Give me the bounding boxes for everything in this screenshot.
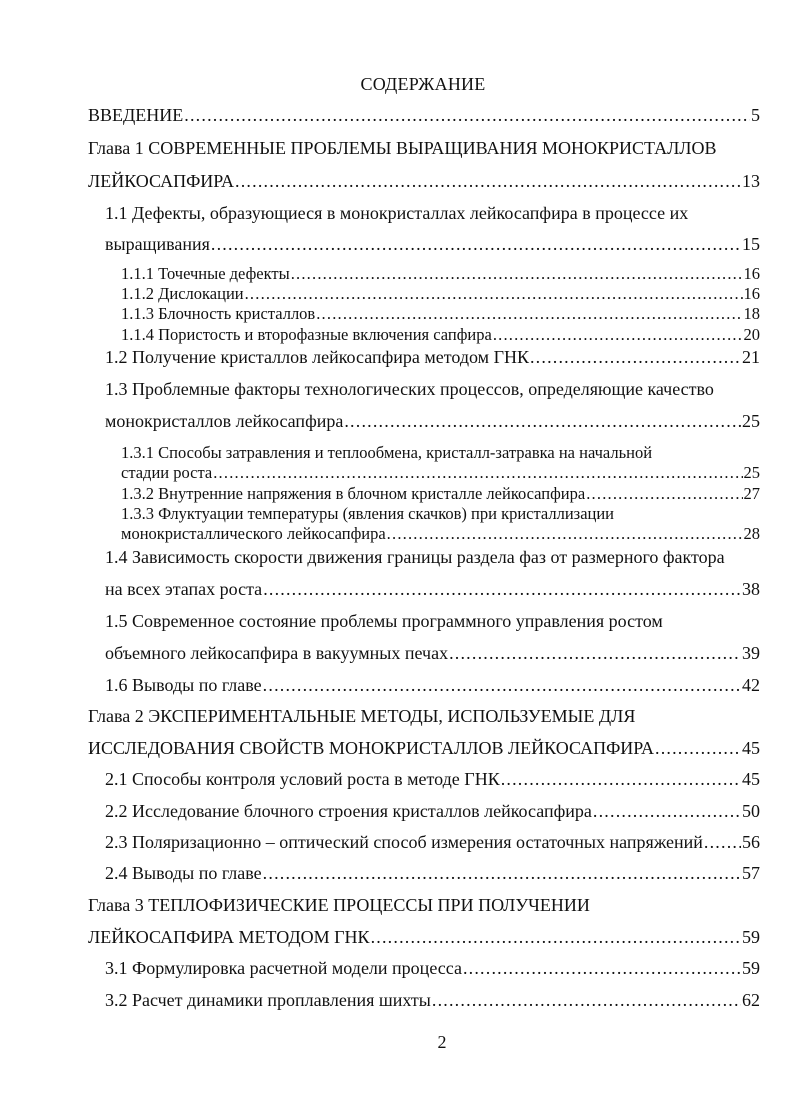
toc-entry-title: ВВЕДЕНИЕ xyxy=(88,105,184,125)
dot-leader xyxy=(593,800,741,822)
toc-entry-title: ЛЕЙКОСАПФИРА МЕТОДОМ ГНК xyxy=(88,927,370,947)
toc-entry xyxy=(105,202,688,224)
toc-entry-page: 59 xyxy=(742,958,760,978)
toc-entry xyxy=(121,264,760,284)
toc-entry xyxy=(121,504,614,524)
toc-entry xyxy=(105,989,760,1011)
toc-entry-title: 1.1.2 Дислокации xyxy=(121,284,244,303)
dot-leader xyxy=(501,768,741,790)
dot-leader xyxy=(493,325,743,345)
toc-entry-page: 39 xyxy=(742,643,760,663)
toc-entry xyxy=(121,463,760,483)
toc-entry xyxy=(105,546,725,568)
toc-entry-page: 56 xyxy=(742,832,760,852)
toc-entry xyxy=(88,104,760,126)
toc-entry-title: 1.6 Выводы по главе xyxy=(105,675,262,695)
toc-entry xyxy=(88,170,760,192)
toc-entry xyxy=(88,705,635,727)
toc-entry-title: 1.3.1 Способы затравления и теплообмена, кристалл-затравка на начальной xyxy=(121,443,653,462)
dot-leader xyxy=(213,463,742,483)
toc-entry-page: 16 xyxy=(743,284,760,303)
dot-leader xyxy=(432,989,741,1011)
dot-leader xyxy=(263,862,741,884)
toc-entry xyxy=(88,894,590,916)
toc-entry-title: монокристаллического лейкосапфира xyxy=(121,524,386,543)
toc-entry xyxy=(105,642,760,664)
toc-entry-title: 2.3 Поляризационно – оптический способ измерения остаточных напряжений xyxy=(105,832,703,852)
dot-leader xyxy=(530,346,741,368)
toc-entry-title: 1.1.3 Блочность кристаллов xyxy=(121,304,316,323)
toc-entry xyxy=(105,674,760,696)
toc-entry-page: 62 xyxy=(742,990,760,1010)
toc-entry-page: 16 xyxy=(743,264,760,283)
dot-leader xyxy=(245,284,743,304)
toc-entry-page: 59 xyxy=(742,927,760,947)
toc-entry-page: 18 xyxy=(743,304,760,323)
toc-entry xyxy=(105,346,760,368)
toc-entry-page: 28 xyxy=(743,524,760,543)
toc-entry-page: 42 xyxy=(742,675,760,695)
toc-entry xyxy=(105,233,760,255)
toc-entry-title: ИССЛЕДОВАНИЯ СВОЙСТВ МОНОКРИСТАЛЛОВ ЛЕЙКОСАПФИРА xyxy=(88,738,654,758)
toc-entry xyxy=(121,325,760,345)
toc-entry xyxy=(88,737,760,759)
toc-entry-title: 2.2 Исследование блочного строения кристаллов лейкосапфира xyxy=(105,801,592,821)
toc-entry xyxy=(105,610,663,632)
toc-entry-title: стадии роста xyxy=(121,463,213,482)
toc-entry-title: Глава 2 ЭКСПЕРИМЕНТАЛЬНЫЕ МЕТОДЫ, ИСПОЛЬЗУЕМЫЕ ДЛЯ xyxy=(88,706,636,726)
toc-entry xyxy=(105,768,760,790)
toc-entry-title: ЛЕЙКОСАПФИРА xyxy=(88,171,235,191)
toc-entry xyxy=(105,862,760,884)
toc-entry-page: 21 xyxy=(742,347,760,367)
toc-entry xyxy=(105,831,760,853)
toc-entry-title: 2.4 Выводы по главе xyxy=(105,863,262,883)
toc-entry-title: 1.2 Получение кристаллов лейкосапфира методом ГНК xyxy=(105,347,529,367)
dot-leader xyxy=(344,410,741,432)
toc-entry-title: 3.1 Формулировка расчетной модели процесса xyxy=(105,958,462,978)
toc-entry-page: 15 xyxy=(742,234,760,254)
toc-entry-title: 1.1.4 Пористость и второфазные включения сапфира xyxy=(121,325,492,344)
toc-entry xyxy=(121,304,760,324)
toc-entry-title: 2.1 Способы контроля условий роста в методе ГНК xyxy=(105,769,500,789)
toc-entry-title: 1.3 Проблемные факторы технологических процессов, определяющие качество xyxy=(105,379,714,399)
toc-entry-page: 57 xyxy=(742,863,760,883)
toc-entry xyxy=(88,926,760,948)
toc-entry-title: 3.2 Расчет динамики проплавления шихты xyxy=(105,990,431,1010)
toc-entry-title: 1.3.2 Внутренние напряжения в блочном кристалле лейкосапфира xyxy=(121,484,586,503)
toc-entry xyxy=(88,137,717,159)
dot-leader xyxy=(263,578,741,600)
page-title: СОДЕРЖАНИЕ xyxy=(360,74,486,94)
toc-entry-page: 45 xyxy=(742,738,760,758)
dot-leader xyxy=(184,104,750,126)
toc-entry-page: 27 xyxy=(743,484,760,503)
dot-leader xyxy=(211,233,741,255)
dot-leader xyxy=(704,831,741,853)
dot-leader xyxy=(291,264,743,284)
toc-entry-title: 1.5 Современное состояние проблемы программного управления ростом xyxy=(105,611,663,631)
toc-entry-title: выращивания xyxy=(105,234,210,254)
toc-entry-page: 5 xyxy=(751,105,760,125)
toc-entry xyxy=(121,524,760,544)
dot-leader xyxy=(586,484,742,504)
toc-entry xyxy=(121,484,760,504)
dot-leader xyxy=(263,674,741,696)
toc-entry-title: Глава 1 СОВРЕМЕННЫЕ ПРОБЛЕМЫ ВЫРАЩИВАНИЯ МОНОКРИСТАЛЛОВ xyxy=(88,138,717,158)
toc-entry-page: 20 xyxy=(743,325,760,344)
toc-entry-title: Глава 3 ТЕПЛОФИЗИЧЕСКИЕ ПРОЦЕССЫ ПРИ ПОЛУЧЕНИИ xyxy=(88,895,590,915)
toc-entry xyxy=(105,410,760,432)
toc-entry-page: 50 xyxy=(742,801,760,821)
dot-leader xyxy=(449,642,741,664)
dot-leader xyxy=(235,170,741,192)
dot-leader xyxy=(371,926,741,948)
toc-entry-title: 1.4 Зависимость скорости движения границы раздела фаз от размерного фактора xyxy=(105,547,725,567)
toc-entry xyxy=(105,800,760,822)
dot-leader xyxy=(655,737,741,759)
toc-entry-title: 1.1.1 Точечные дефекты xyxy=(121,264,290,283)
dot-leader xyxy=(387,524,743,544)
toc-entry-title: 1.1 Дефекты, образующиеся в монокристаллах лейкосапфира в процессе их xyxy=(105,203,689,223)
toc-entry-page: 25 xyxy=(742,411,760,431)
toc-entry-page: 13 xyxy=(742,171,760,191)
toc-entry-title: монокристаллов лейкосапфира xyxy=(105,411,344,431)
toc-entry xyxy=(121,443,652,463)
page-number: 2 xyxy=(437,1032,447,1052)
toc-entry xyxy=(105,578,760,600)
dot-leader xyxy=(463,957,741,979)
toc-entry xyxy=(121,284,760,304)
toc-entry xyxy=(105,957,760,979)
toc-entry-page: 45 xyxy=(742,769,760,789)
toc-entry-page: 38 xyxy=(742,579,760,599)
toc-entry-title: 1.3.3 Флуктуации температуры (явления скачков) при кристаллизации xyxy=(121,504,615,523)
toc-entry-title: объемного лейкосапфира в вакуумных печах xyxy=(105,643,449,663)
dot-leader xyxy=(316,304,742,324)
toc-entry xyxy=(105,378,714,400)
toc-entry-page: 25 xyxy=(743,463,760,482)
toc-entry-title: на всех этапах роста xyxy=(105,579,263,599)
